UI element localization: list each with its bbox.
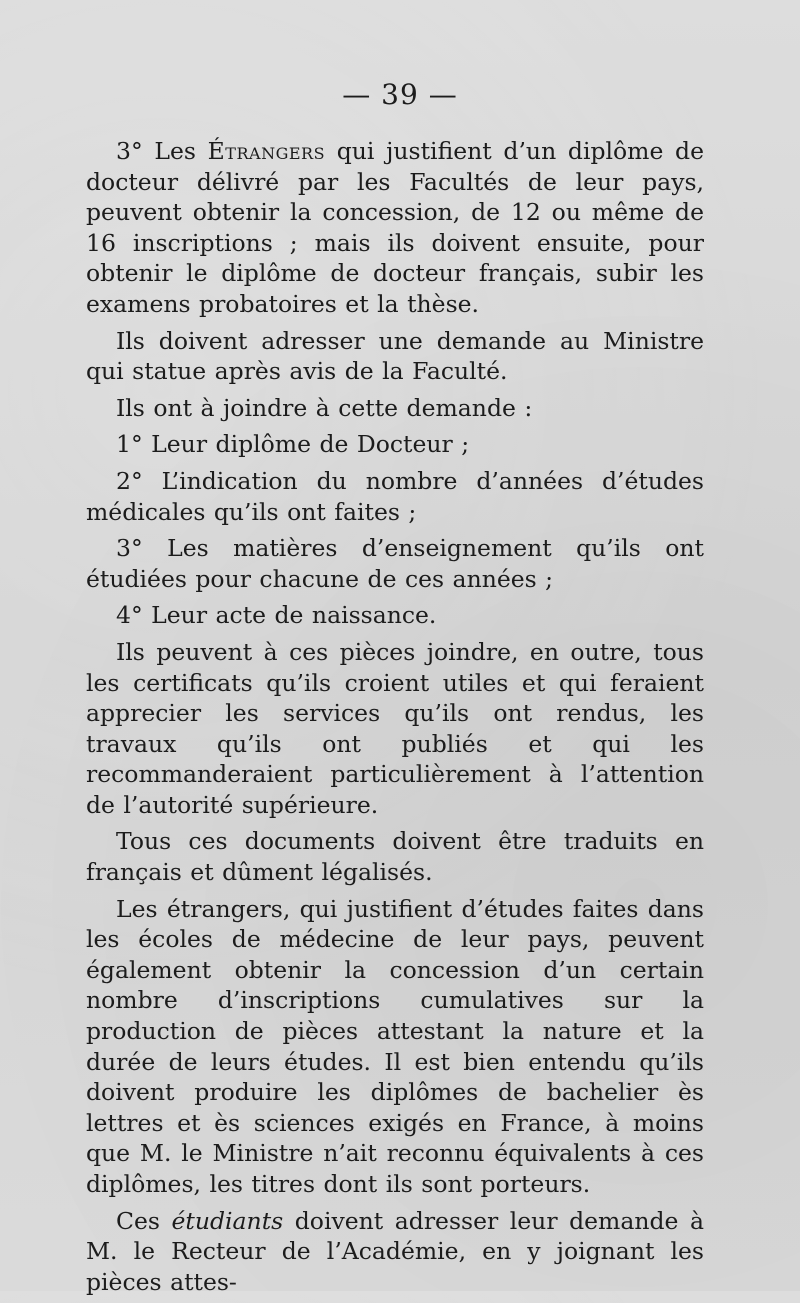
paragraph-attachments-intro: Ils ont à joindre à cette demande :	[116, 393, 533, 422]
paragraph-students-request	[86, 1206, 704, 1298]
paragraph-lead: Ces	[116, 1206, 172, 1235]
paragraph-rest: doivent adresser leur demande à M. le Recteur de l’Académie, en y joignant les pièces attes-	[86, 1206, 704, 1296]
paragraph-rest: qui justifient d’un diplôme de docteur délivré par les Facultés de leur pays, peuvent obtenir la concession, de 12 ou même de 16 inscriptions ; mais ils doivent ensuite, pour obtenir le diplôme de docteur français, subir les examens probatoires et la thèse.	[86, 137, 704, 318]
italic-term: étudiants	[171, 1206, 284, 1235]
paragraph-foreign-students: Les étrangers, qui justifient d’études faites dans les écoles de médecine de leur pays, peuvent également obtenir la concession d’un certain nombre d’inscriptions cumulatives sur la production de pièces attestant la nature et la durée de leurs études. Il est bien entendu qu’ils doivent produire les diplômes de bachelier ès lettres et ès sciences exigés en France, à moins que M. le Ministre n’ait reconnu équivalents à ces diplômes, les titres dont ils sont porteurs.	[86, 894, 704, 1198]
list-item-diploma: 1° Leur diplôme de Docteur ;	[116, 430, 470, 459]
page-number: — 39 —	[342, 78, 458, 111]
paragraph-translation: Tous ces documents doivent être traduits en français et dûment légalisés.	[86, 827, 704, 887]
paragraph-foreign-doctors	[86, 136, 704, 320]
list-item-subjects: 3° Les matières d’enseignement qu’ils ont étudiées pour chacune de ces années ;	[86, 534, 704, 593]
paragraph-request-minister: Ils doivent adresser une demande au Ministre qui statue après avis de la Faculté.	[86, 326, 704, 386]
paragraph-certificates: Ils peuvent à ces pièces joindre, en outre, tous les certificats qu’ils croient utiles et qui feraient apprecier les services qu’ils ont rendus, les travaux qu’ils ont publiés et qui les recommanderaient particulièrement à l’attention de l’autorité supérieure.	[86, 637, 704, 819]
smallcaps-term: Étrangers	[207, 137, 326, 165]
list-item-years-of-study: 2° L’indication du nombre d’années d’études médicales qu’ils ont faites ;	[86, 466, 704, 526]
paragraph-lead: 3° Les	[116, 137, 208, 165]
list-item-birth-certificate: 4° Leur acte de naissance.	[116, 601, 437, 630]
body-text	[86, 136, 704, 1303]
